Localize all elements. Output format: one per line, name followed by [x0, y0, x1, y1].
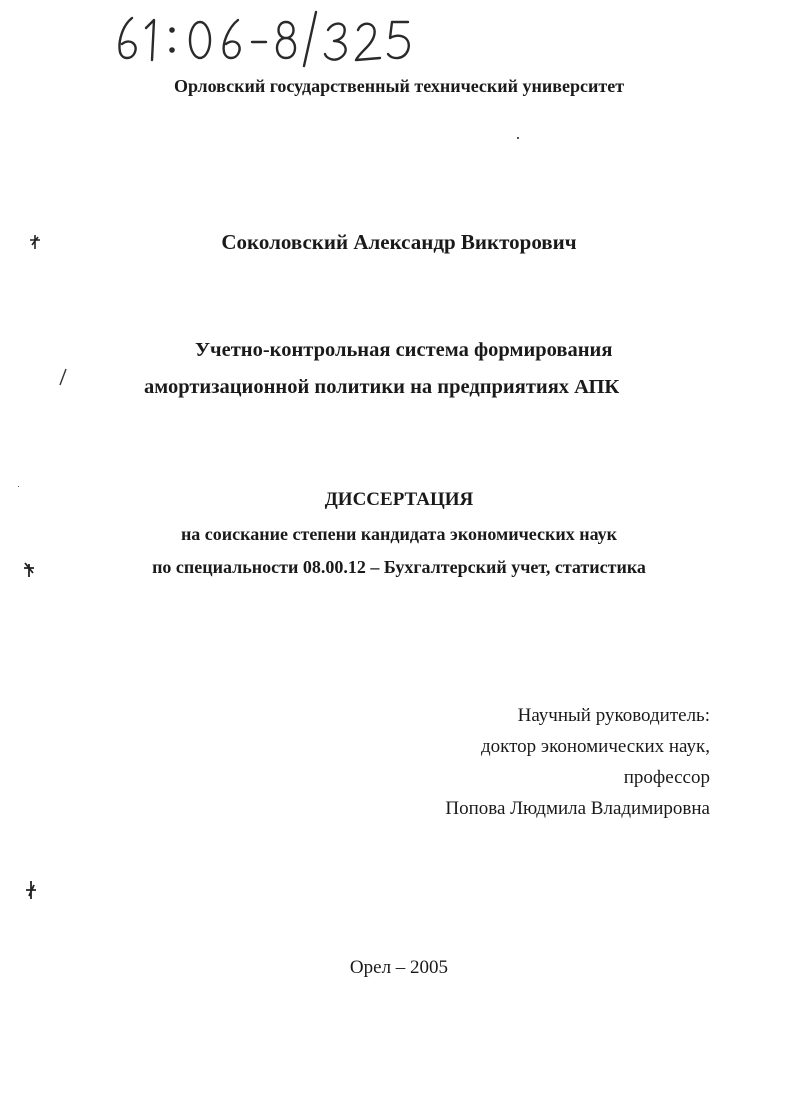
dissertation-title-line-1: Учетно-контрольная система формирования [195, 339, 613, 361]
scan-artifact-mark [22, 560, 36, 578]
handwritten-registration-number [110, 8, 420, 68]
degree-line: на соискание степени кандидата экономических наук [180, 524, 618, 544]
scan-dust-speck [517, 137, 519, 139]
specialty-line: по специальности 08.00.12 – Бухгалтерский учет, статистика [152, 557, 646, 577]
university-name: Орловский государственный технический университет [173, 76, 625, 96]
author-name: Соколовский Александр Викторович [221, 230, 577, 254]
supervisor-label: Научный руководитель: [517, 705, 710, 726]
supervisor-name: Попова Людмила Владимировна [445, 798, 710, 819]
scan-dust-speck [18, 486, 19, 487]
supervisor-block [445, 700, 710, 824]
dissertation-title-line-2: амортизационной политики на предприятиях АПК [144, 376, 620, 398]
supervisor-rank: профессор [623, 767, 710, 788]
supervisor-degree: доктор экономических наук, [480, 736, 710, 757]
scan-artifact-mark [28, 234, 42, 250]
city-year: Орел – 2005 [349, 957, 449, 978]
scan-artifact-mark [24, 880, 38, 900]
document-type: ДИССЕРТАЦИЯ [324, 489, 474, 510]
scan-artifact-mark [58, 368, 68, 386]
